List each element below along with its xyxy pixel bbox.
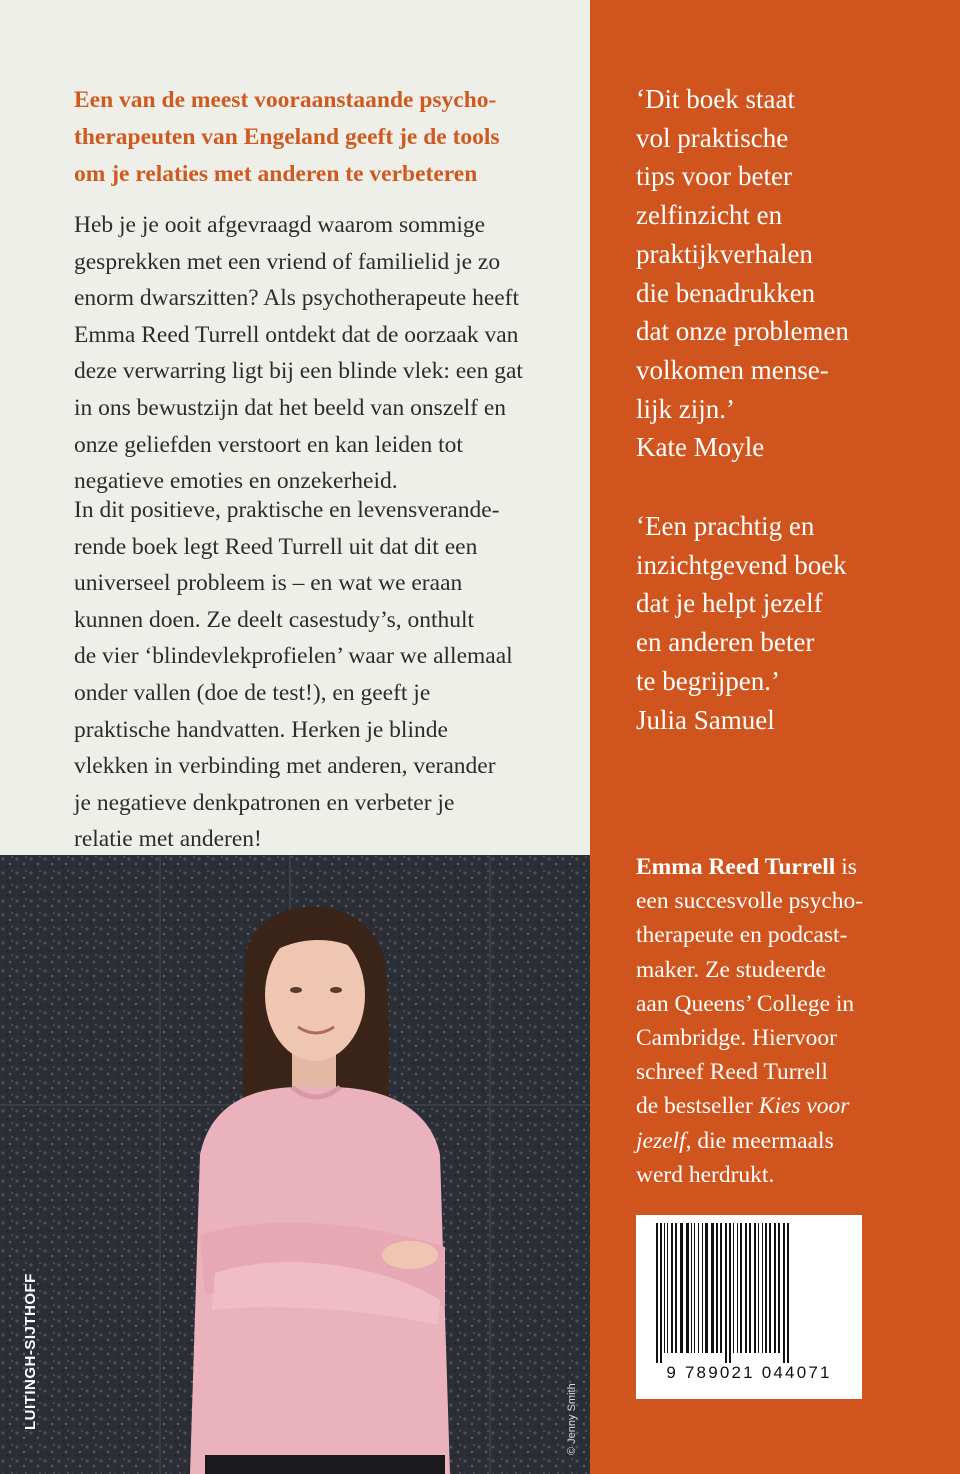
bio-line xyxy=(636,1089,936,1123)
quote-line: inzichtgevend boek xyxy=(636,549,847,580)
bio-line xyxy=(636,1124,936,1158)
paragraph-line: Emma Reed Turrell ontdekt dat de oorzaak van xyxy=(74,321,519,348)
description-paragraph-1 xyxy=(74,207,574,500)
bio-text: , die meermaals xyxy=(685,1127,834,1154)
quote-line: vol praktische xyxy=(636,122,789,153)
barcode-bar xyxy=(720,1223,722,1353)
bio-line xyxy=(636,850,936,884)
bio-text: is xyxy=(835,854,857,880)
barcode-bar xyxy=(745,1223,747,1353)
quote-line: dat onze problemen xyxy=(636,316,849,347)
barcode-bar xyxy=(680,1223,683,1353)
barcode-bar xyxy=(783,1223,785,1363)
bio-line: maker. Ze studeerde xyxy=(636,956,826,983)
barcode-bar xyxy=(769,1223,771,1353)
barcode-bar xyxy=(686,1223,689,1353)
review-quote-2 xyxy=(636,507,956,739)
quote-line: ‘Een prachtig en xyxy=(636,511,815,541)
barcode-bar xyxy=(774,1223,776,1353)
barcode-bar xyxy=(702,1223,703,1353)
quote-line: lijk zijn.’ xyxy=(636,393,735,424)
author-portrait-image xyxy=(0,855,590,1474)
paragraph-line: relatie met anderen! xyxy=(74,826,262,853)
barcode-bar xyxy=(725,1223,727,1363)
paragraph-line: rende boek legt Reed Turrell uit dat dit een xyxy=(74,533,478,560)
headline-line: Een van de meest vooraanstaande psycho- xyxy=(74,87,497,113)
description-paragraph-2 xyxy=(74,492,574,858)
barcode-bar xyxy=(729,1223,731,1363)
barcode-bar xyxy=(691,1223,692,1353)
barcode-bar xyxy=(705,1223,708,1353)
paragraph-line: negatieve emoties en onzekerheid. xyxy=(74,468,398,495)
paragraph-line: deze verwarring ligt bij een blinde vlek: een gat xyxy=(74,358,523,385)
paragraph-line: vlekken in verbinding met anderen, verander xyxy=(74,753,496,780)
paragraph-line: universeel probleem is – en wat we eraan xyxy=(74,570,463,597)
bio-line: therapeute en podcast- xyxy=(636,922,848,949)
barcode-bar xyxy=(749,1223,751,1353)
barcode xyxy=(636,1215,862,1399)
bio-line: Cambridge. Hiervoor xyxy=(636,1025,838,1052)
barcode-bar xyxy=(765,1223,767,1353)
quote-line: praktijkverhalen xyxy=(636,238,813,269)
quote-line: ‘Dit boek staat xyxy=(636,84,795,114)
isbn-number: 9 789021 044071 xyxy=(666,1363,832,1382)
paragraph-line: in ons bewustzijn dat het beeld van onszelf en xyxy=(74,394,507,421)
bio-line: werd herdrukt. xyxy=(636,1161,775,1188)
quote-line: en anderen beter xyxy=(636,627,815,658)
paragraph-line: Heb je je ooit afgevraagd waarom sommige xyxy=(74,212,486,238)
barcode-bar xyxy=(660,1223,662,1363)
photo-credit: © Jenny Smith xyxy=(566,1383,578,1455)
barcode-bar xyxy=(762,1223,763,1353)
barcode-bar xyxy=(694,1223,695,1353)
quote-author: Kate Moyle xyxy=(636,432,765,463)
author-bio xyxy=(636,850,936,1192)
bio-line: een succesvolle psycho- xyxy=(636,888,864,915)
left-panel xyxy=(0,0,590,855)
barcode-bar xyxy=(698,1223,699,1353)
barcode-bar xyxy=(740,1223,742,1353)
headline xyxy=(74,82,574,193)
barcode-bar xyxy=(675,1223,677,1353)
book-title: jezelf xyxy=(636,1127,686,1154)
review-quote-1 xyxy=(636,80,956,467)
author-name: Emma Reed Turrell xyxy=(636,854,836,880)
quote-line: die benadrukken xyxy=(636,277,816,308)
quote-line: te begrijpen.’ xyxy=(636,665,780,696)
quote-author: Julia Samuel xyxy=(636,704,775,735)
publisher-logo: LUITINGH-SIJTHOFF xyxy=(22,1273,39,1430)
headline-line: om je relaties met anderen te verbeteren xyxy=(74,161,478,187)
paragraph-line: onze geliefden verstoort en kan leiden tot xyxy=(74,431,463,458)
quote-line: tips voor beter xyxy=(636,161,792,192)
barcode-bar xyxy=(787,1223,789,1363)
paragraph-line: enorm dwarszitten? Als psychotherapeute heeft xyxy=(74,285,520,312)
bio-line: schreef Reed Turrell xyxy=(636,1059,828,1086)
bio-line: aan Queens’ College in xyxy=(636,990,855,1017)
barcode-bar xyxy=(667,1223,668,1353)
author-photo xyxy=(0,855,590,1474)
paragraph-line: je negatieve denkpatronen en verbeter je xyxy=(74,789,455,816)
barcode-bar xyxy=(664,1223,665,1353)
quote-line: volkomen mense- xyxy=(636,354,829,385)
barcode-bar xyxy=(754,1223,756,1353)
paragraph-line: onder vallen (doe de test!), en geeft je xyxy=(74,679,431,706)
paragraph-line: kunnen doen. Ze deelt casestudy’s, onthult xyxy=(74,606,475,633)
barcode-bar xyxy=(711,1223,714,1353)
paragraph-line: In dit positieve, praktische en levensverande- xyxy=(74,497,500,523)
barcode-bar xyxy=(656,1223,658,1363)
barcode-bar xyxy=(733,1223,734,1353)
paragraph-line: praktische handvatten. Herken je blinde xyxy=(74,716,448,743)
barcode-bars xyxy=(644,1223,854,1363)
barcode-bar xyxy=(778,1223,780,1353)
paragraph-line: gesprekken met een vriend of familielid je zo xyxy=(74,248,501,275)
book-title: Kies voor xyxy=(758,1093,850,1120)
paragraph-line: de vier ‘blindevlekprofielen’ waar we allemaal xyxy=(74,643,513,670)
barcode-bar xyxy=(758,1223,759,1353)
barcode-bar xyxy=(671,1223,673,1353)
bio-text: de bestseller xyxy=(636,1093,759,1120)
quote-line: zelfinzicht en xyxy=(636,200,783,231)
barcode-bar xyxy=(716,1223,718,1353)
barcode-bar xyxy=(737,1223,738,1353)
quote-line: dat je helpt jezelf xyxy=(636,588,823,619)
headline-line: therapeuten van Engeland geeft je de tools xyxy=(74,124,500,150)
